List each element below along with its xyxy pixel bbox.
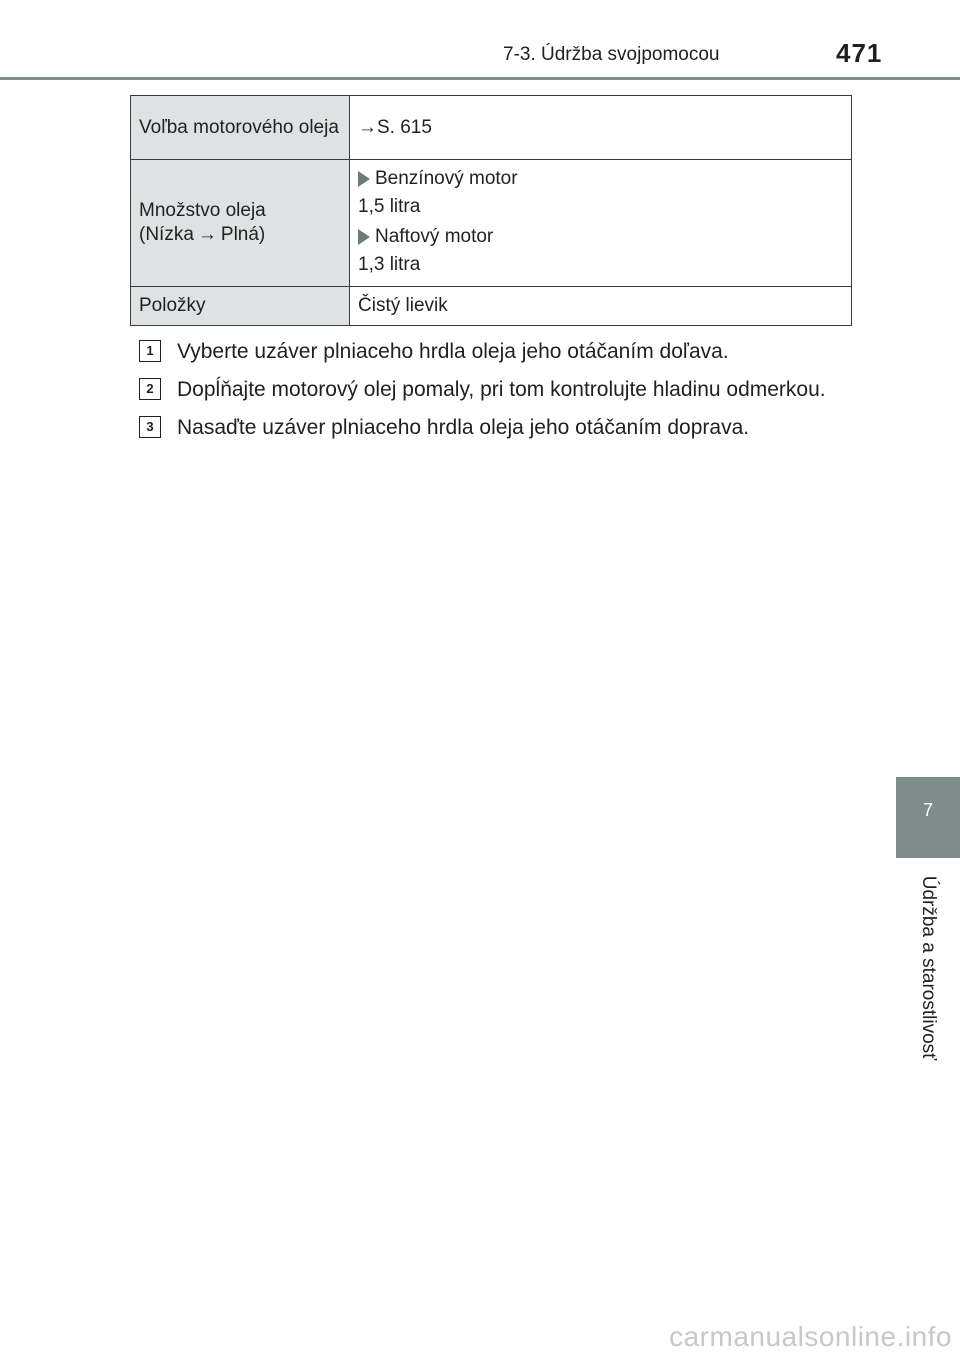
items-label: Položky: [131, 287, 350, 326]
step-item: [139, 412, 852, 444]
oil-quantity-value: 1,5 litra: [358, 196, 421, 217]
step-text: Vyberte uzáver plniaceho hrdla oleja jeho otáčaním doľava.: [177, 340, 729, 363]
header-divider: [0, 77, 960, 80]
oil-selection-value: [350, 96, 852, 160]
watermark: carmanualsonline.info: [669, 1321, 952, 1352]
items-value: Čistý lievik: [350, 287, 852, 326]
chapter-title-vertical: Údržba a starostlivosť: [918, 875, 939, 1061]
oil-selection-label: Voľba motorového oleja: [131, 96, 350, 160]
step-item: [139, 336, 852, 368]
oil-spec-table: [130, 95, 852, 326]
engine-type-label: Naftový motor: [375, 226, 494, 247]
engine-type-label: Benzínový motor: [375, 168, 518, 189]
triangle-bullet-icon: [358, 171, 370, 187]
triangle-bullet-icon: [358, 229, 370, 245]
oil-quantity-value: 1,3 litra: [358, 254, 421, 275]
step-text: Nasaďte uzáver plniaceho hrdla oleja jeho otáčaním doprava.: [177, 416, 750, 439]
list-item: [358, 167, 843, 191]
arrow-right-icon: →: [197, 224, 217, 245]
step-number-badge: 1: [139, 340, 161, 362]
oil-quantity-values: [350, 160, 852, 287]
page-number: 471: [836, 38, 883, 68]
level-full-text: Plná): [220, 224, 266, 245]
oil-quantity-label: [131, 160, 350, 287]
oil-quantity-label-line2: [139, 223, 341, 247]
header-section-title: 7-3. Údržba svojpomocou: [503, 44, 720, 65]
arrow-right-icon: →: [358, 116, 377, 138]
table-row: [131, 160, 852, 287]
chapter-number: 7: [922, 800, 933, 820]
step-item: [139, 374, 852, 406]
level-low-text: (Nízka: [139, 224, 194, 245]
list-item: [358, 225, 843, 249]
step-number-badge: 2: [139, 378, 161, 400]
chapter-tab[interactable]: [896, 777, 960, 858]
step-number-badge: 3: [139, 416, 161, 438]
step-text: Dopĺňajte motorový olej pomaly, pri tom kontrolujte hladinu odmerkou.: [177, 378, 826, 401]
oil-quantity-label-line1: Množstvo oleja: [139, 200, 266, 221]
table-row: [131, 287, 852, 326]
table-row: [131, 96, 852, 160]
page-reference-link[interactable]: S. 615: [377, 116, 432, 138]
procedure-steps: [139, 336, 852, 450]
